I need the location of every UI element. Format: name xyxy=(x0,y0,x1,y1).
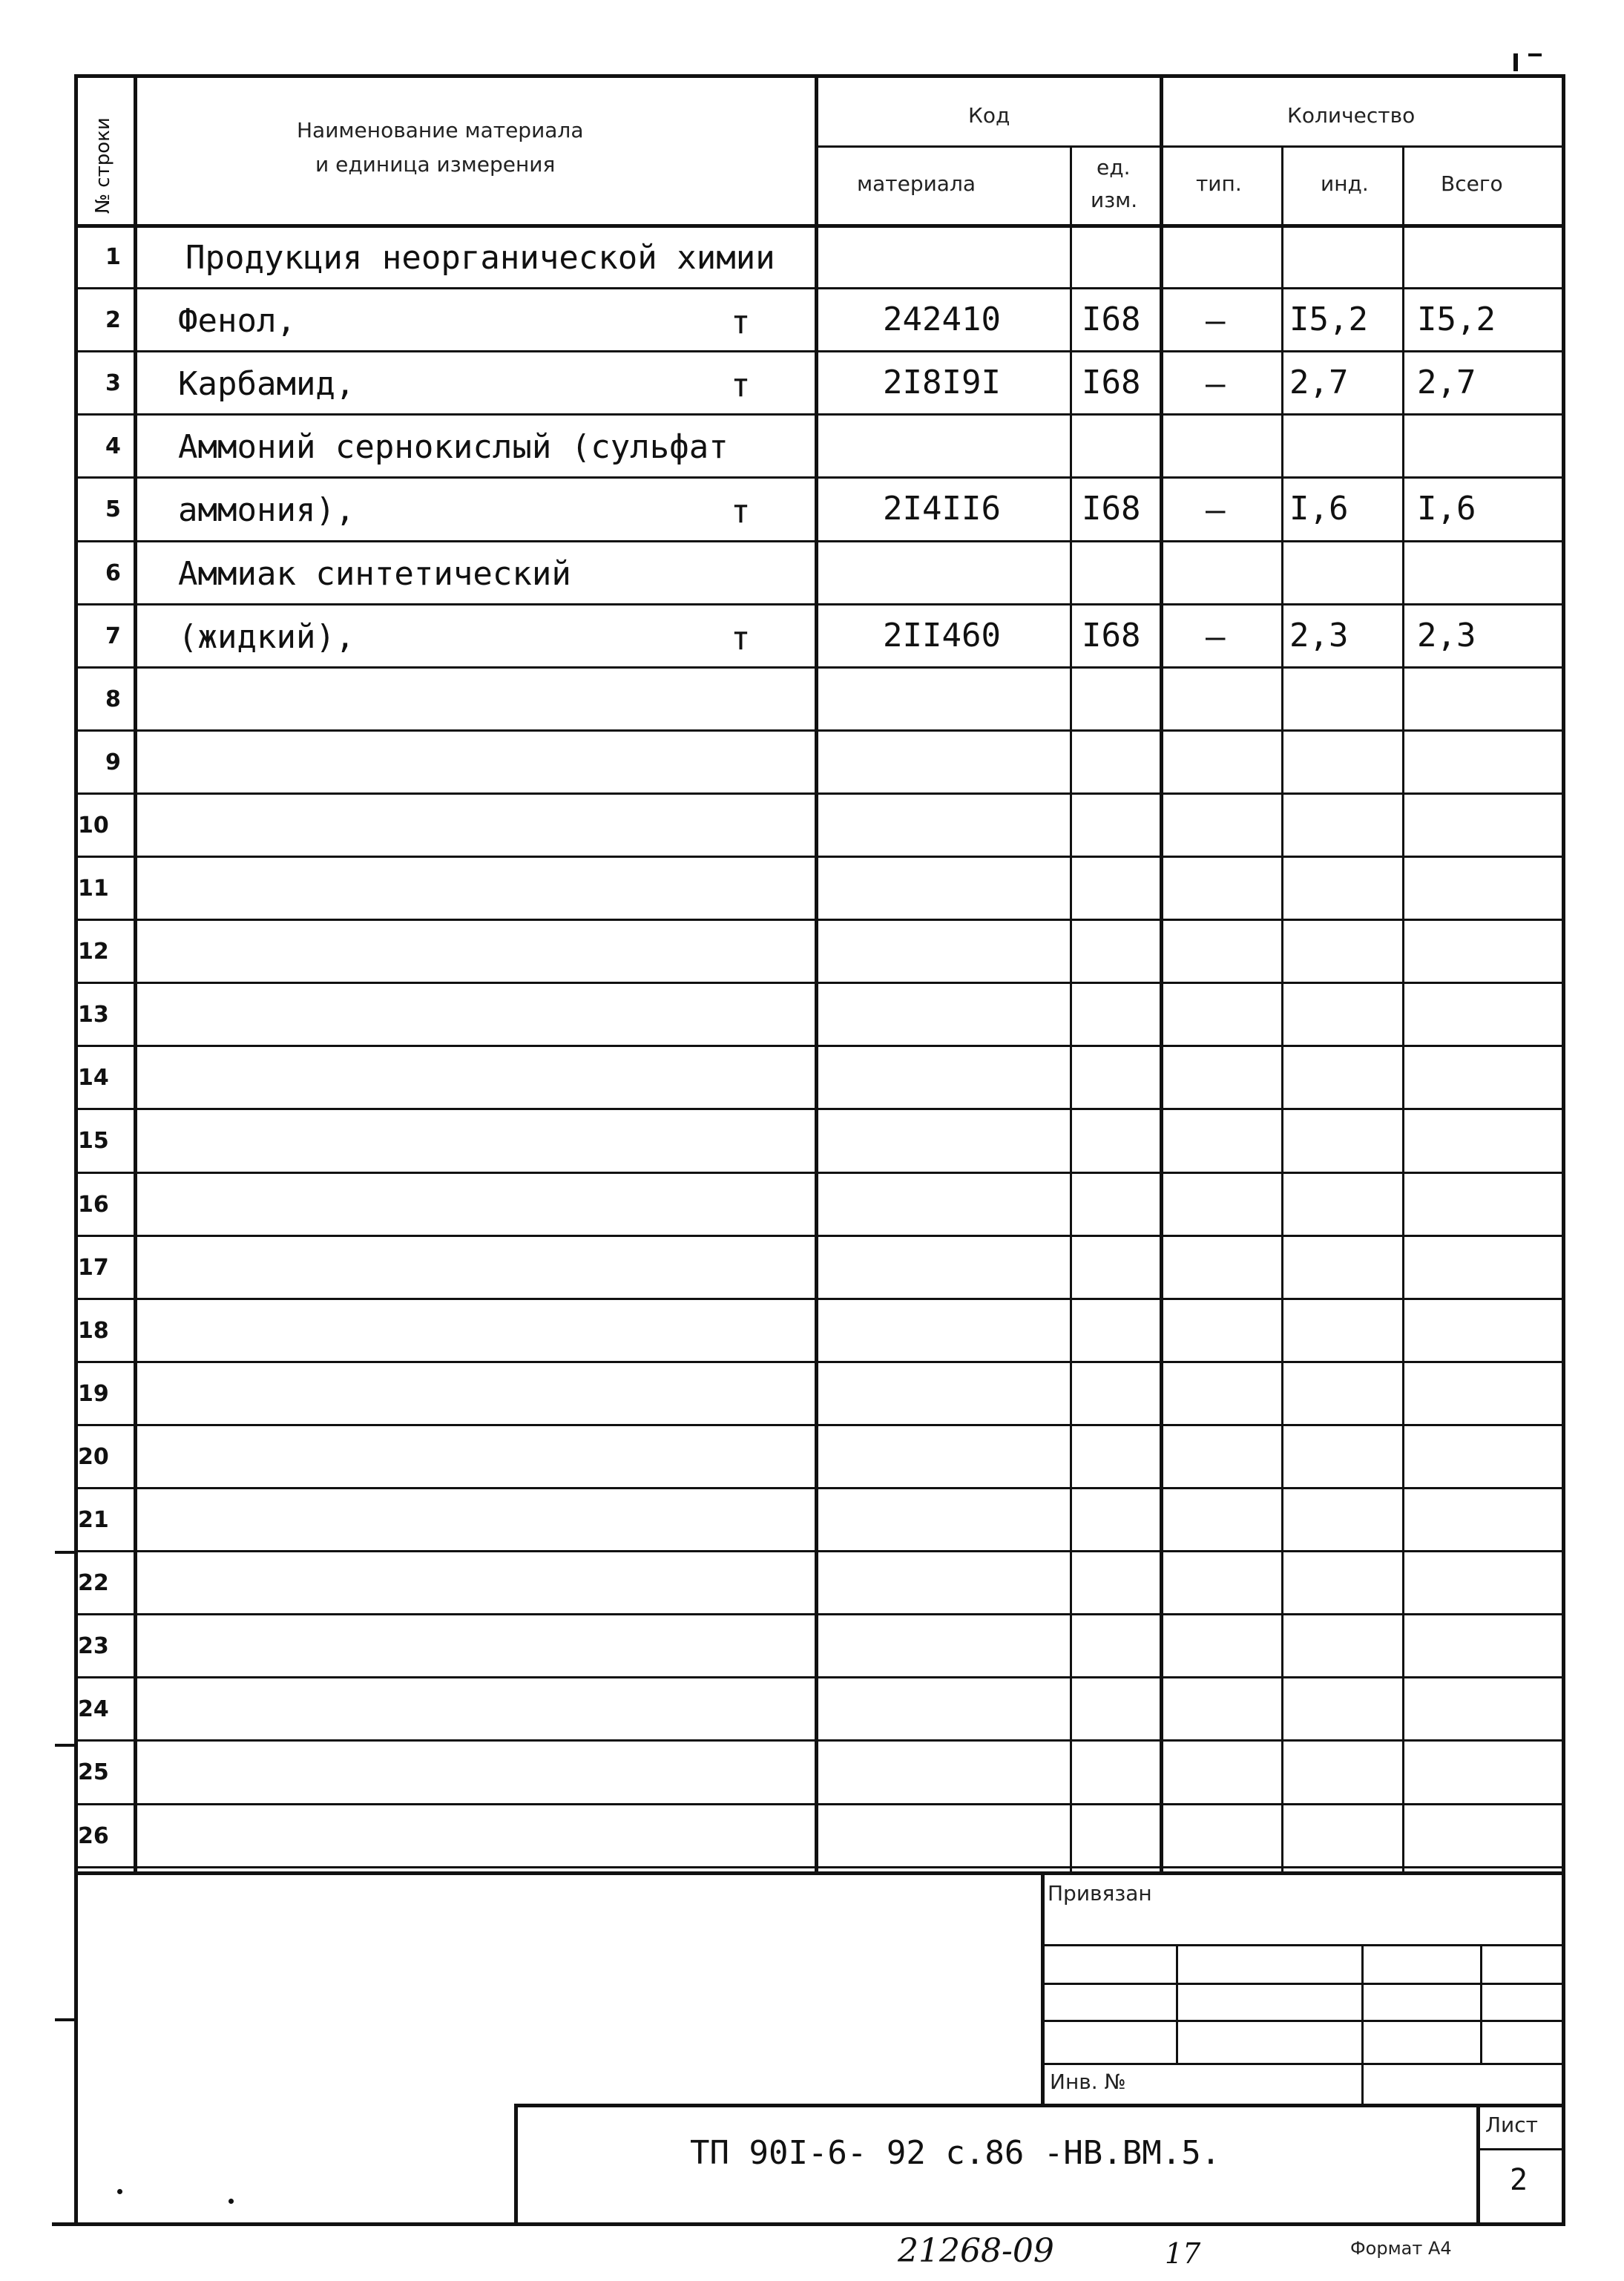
table-row xyxy=(0,1109,1624,1172)
material-code: 242410 xyxy=(883,301,1001,339)
unit-code: I68 xyxy=(1082,616,1141,654)
qty-total: I5,2 xyxy=(1417,301,1496,339)
material-name: Карбамид, xyxy=(178,365,355,404)
stamp-line-2 xyxy=(1041,1983,1565,1985)
material-code: 2I4II6 xyxy=(883,490,1001,528)
stamp-col-3 xyxy=(1480,1944,1482,2063)
list-value: 2 xyxy=(1510,2163,1528,2197)
footer-page: 17 xyxy=(1165,2237,1201,2270)
table-row xyxy=(0,1299,1624,1362)
table-row xyxy=(0,1362,1624,1425)
table-row xyxy=(0,668,1624,731)
footer-number: 21268-09 xyxy=(898,2232,1054,2270)
table-row xyxy=(0,1615,1624,1678)
header-name-line1: Наименование материала xyxy=(297,118,584,142)
row-number: 4 xyxy=(105,433,121,460)
row-number: 16 xyxy=(78,1191,109,1218)
header-code-unit-1: ед. xyxy=(1097,155,1131,180)
row-number: 9 xyxy=(105,749,121,775)
row-number: 22 xyxy=(78,1570,109,1597)
material-code: 2II460 xyxy=(883,616,1001,654)
corner-mark xyxy=(1513,53,1518,71)
corner-dash xyxy=(1528,53,1542,56)
table-row xyxy=(0,1741,1624,1804)
stamp-inv-no: Инв. № xyxy=(1050,2070,1126,2094)
row-number: 21 xyxy=(78,1507,109,1533)
margin-tick-1 xyxy=(55,1551,74,1554)
row-number: 24 xyxy=(78,1696,109,1723)
row-number: 13 xyxy=(78,1002,109,1028)
unit-of-measure: т xyxy=(731,303,751,342)
header-qty-total: Всего xyxy=(1441,171,1503,196)
list-box-mid xyxy=(1476,2148,1565,2150)
list-box-left xyxy=(1476,2104,1480,2226)
header-qty-ind: инд. xyxy=(1321,171,1369,196)
qty-ind: I,6 xyxy=(1289,490,1349,528)
qty-total: 2,3 xyxy=(1417,616,1476,654)
qty-typ: – xyxy=(1206,617,1226,656)
header-code-material: материала xyxy=(857,171,976,196)
table-row xyxy=(0,478,1624,541)
table-row xyxy=(0,1236,1624,1299)
qty-total: 2,7 xyxy=(1417,364,1476,402)
row-number: 17 xyxy=(78,1254,109,1281)
unit-of-measure: т xyxy=(731,367,751,405)
unit-of-measure: т xyxy=(731,493,751,531)
qty-total: I,6 xyxy=(1417,490,1476,528)
stamp-col-2 xyxy=(1361,1944,1364,2107)
header-name-line2: и единица измерения xyxy=(315,152,556,177)
header-qty-group: Количество xyxy=(1287,103,1416,128)
unit-code: I68 xyxy=(1082,364,1141,402)
dot-1 xyxy=(117,2189,122,2194)
list-label: Лист xyxy=(1485,2113,1538,2137)
header-mid-border xyxy=(816,145,1565,148)
qty-ind: 2,7 xyxy=(1289,364,1349,402)
row-number: 19 xyxy=(78,1380,109,1407)
table-row xyxy=(0,794,1624,857)
row-number: 18 xyxy=(78,1317,109,1344)
code-box-left xyxy=(514,2104,518,2226)
row-number: 15 xyxy=(78,1128,109,1155)
header-qty-typ: тип. xyxy=(1196,171,1242,196)
row-number: 5 xyxy=(105,496,121,523)
row-number: 12 xyxy=(78,939,109,965)
table-row xyxy=(0,605,1624,668)
stamp-top-border xyxy=(74,1871,1565,1875)
table-row xyxy=(0,1425,1624,1489)
stamp-line-4 xyxy=(1041,2063,1565,2065)
row-number: 23 xyxy=(78,1633,109,1660)
table-row xyxy=(0,415,1624,478)
row-number: 10 xyxy=(78,812,109,838)
material-name: Фенол, xyxy=(178,302,296,341)
material-code: 2I8I9I xyxy=(883,364,1001,402)
qty-ind: 2,3 xyxy=(1289,616,1349,654)
table-row xyxy=(0,1173,1624,1236)
row-number: 2 xyxy=(105,307,121,334)
dot-2 xyxy=(229,2199,234,2204)
table-row xyxy=(0,226,1624,289)
row-number: 3 xyxy=(105,370,121,397)
row-number: 26 xyxy=(78,1822,109,1849)
material-name: Аммиак синтетический xyxy=(178,554,571,593)
table-row xyxy=(0,1552,1624,1615)
table-row xyxy=(0,983,1624,1046)
qty-ind: I5,2 xyxy=(1289,301,1368,339)
table-row xyxy=(0,920,1624,983)
material-name: аммония), xyxy=(178,491,355,530)
row-number: 14 xyxy=(78,1065,109,1092)
table-row xyxy=(0,857,1624,920)
row-number: 20 xyxy=(78,1443,109,1470)
row-number: 25 xyxy=(78,1759,109,1786)
document-code: ТП 90I-6- 92 с.86 -НВ.ВМ.5. xyxy=(690,2134,1221,2172)
table-row xyxy=(0,1489,1624,1552)
header-code-group: Код xyxy=(968,103,1010,128)
unit-code: I68 xyxy=(1082,301,1141,339)
sheet-bottom-border xyxy=(52,2222,1565,2226)
table-row xyxy=(0,1805,1624,1868)
stamp-privyazan: Привязан xyxy=(1048,1881,1152,1906)
material-name: Аммоний сернокислый (сульфат xyxy=(178,428,729,467)
unit-of-measure: т xyxy=(731,619,751,657)
row-number: 7 xyxy=(105,623,121,649)
stamp-col-1 xyxy=(1176,1944,1178,2063)
material-name: Продукция неорганической химии xyxy=(185,239,775,277)
stamp-line-1 xyxy=(1041,1944,1565,1946)
table-row xyxy=(0,731,1624,794)
table-top-border xyxy=(74,74,1565,78)
footer-format: Формат А4 xyxy=(1350,2238,1452,2259)
qty-typ: – xyxy=(1206,302,1226,341)
row-number: 1 xyxy=(105,244,121,270)
table-row xyxy=(0,1678,1624,1741)
qty-typ: – xyxy=(1206,365,1226,404)
row-number: 6 xyxy=(105,559,121,586)
margin-tick-2 xyxy=(55,1744,74,1747)
material-name: (жидкий), xyxy=(178,617,355,656)
row-number: 8 xyxy=(105,686,121,712)
margin-tick-3 xyxy=(55,2018,74,2021)
qty-typ: – xyxy=(1206,491,1226,530)
code-box-top xyxy=(514,2104,1565,2107)
table-row xyxy=(0,1046,1624,1109)
unit-code: I68 xyxy=(1082,490,1141,528)
table-row xyxy=(0,289,1624,352)
table-row xyxy=(0,542,1624,605)
stamp-left-border xyxy=(1041,1871,1045,2107)
header-code-unit-2: изм. xyxy=(1091,188,1138,212)
stamp-line-3 xyxy=(1041,2020,1565,2022)
row-number: 11 xyxy=(78,876,109,902)
header-row-number: № строки xyxy=(92,117,114,214)
table-row xyxy=(0,352,1624,415)
